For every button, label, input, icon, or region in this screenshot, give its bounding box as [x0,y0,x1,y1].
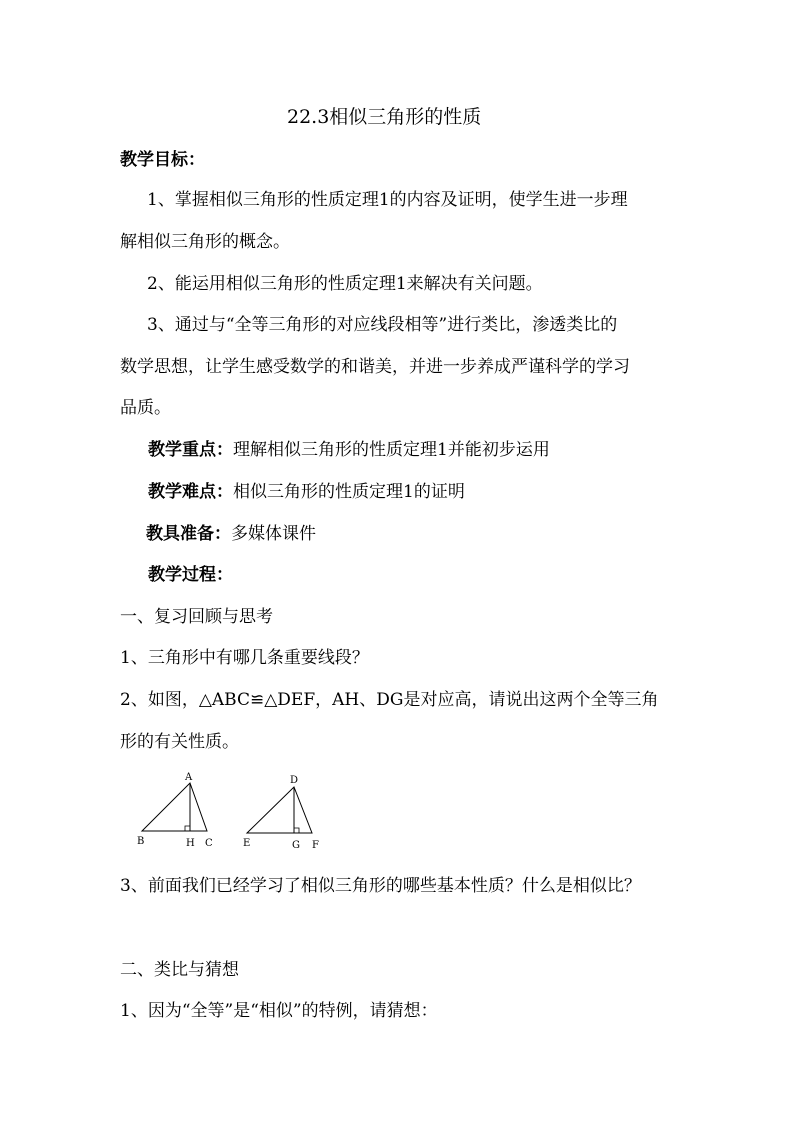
label-e: E [243,838,251,849]
section-2-question-1: 1、因为“全等”是“相似”的特例，请猜想： [120,1001,438,1021]
label-c: C [205,838,213,849]
objective-3-line-1: 3、通过与“全等三角形的对应线段相等”进行类比，渗透类比的 [147,315,618,335]
label-g: G [292,840,300,850]
key-point-text: 理解相似三角形的性质定理1并能初步运用 [233,440,550,460]
objectives-heading: 教学目标： [120,150,205,170]
key-point-label: 教学重点： [148,440,233,460]
difficulty-text: 相似三角形的性质定理1的证明 [233,482,465,502]
label-d: D [290,775,299,786]
congruent-triangles-figure [132,770,342,850]
section-1-question-1: 1、三角形中有哪几条重要线段？ [120,648,369,668]
difficulty [148,482,465,502]
label-f: F [312,840,319,850]
tools [146,524,316,544]
section-1-heading: 一、复习回顾与思考 [120,607,273,627]
label-b: B [137,836,145,847]
label-h: H [186,838,195,849]
section-1-question-2-line-2: 形的有关性质。 [120,732,239,752]
section-1-question-2-line-1: 2、如图，△ABC≌△DEF，AH、DG是对应高，请说出这两个全等三角 [120,690,659,710]
objective-3-line-2: 数学思想，让学生感受数学的和谐美，并进一步养成严谨科学的学习 [120,357,630,377]
key-point [148,440,550,460]
objective-1-line-2: 解相似三角形的概念。 [120,232,290,252]
objective-2: 2、能运用相似三角形的性质定理1来解决有关问题。 [147,274,543,294]
section-2-heading: 二、类比与猜想 [120,960,239,980]
objective-1-line-1: 1、掌握相似三角形的性质定理1的内容及证明，使学生进一步理 [147,190,628,210]
triangle-abc [137,772,213,849]
process-heading: 教学过程： [148,565,233,585]
section-1-question-3: 3、前面我们已经学习了相似三角形的哪些基本性质？什么是相似比？ [120,876,641,896]
objective-3-line-3: 品质。 [120,398,171,418]
triangle-def [243,775,319,850]
tools-text: 多媒体课件 [231,524,316,544]
difficulty-label: 教学难点： [148,482,233,502]
label-a: A [185,772,193,783]
page-title: 22.3相似三角形的性质 [287,106,482,128]
tools-label: 教具准备： [146,524,231,544]
